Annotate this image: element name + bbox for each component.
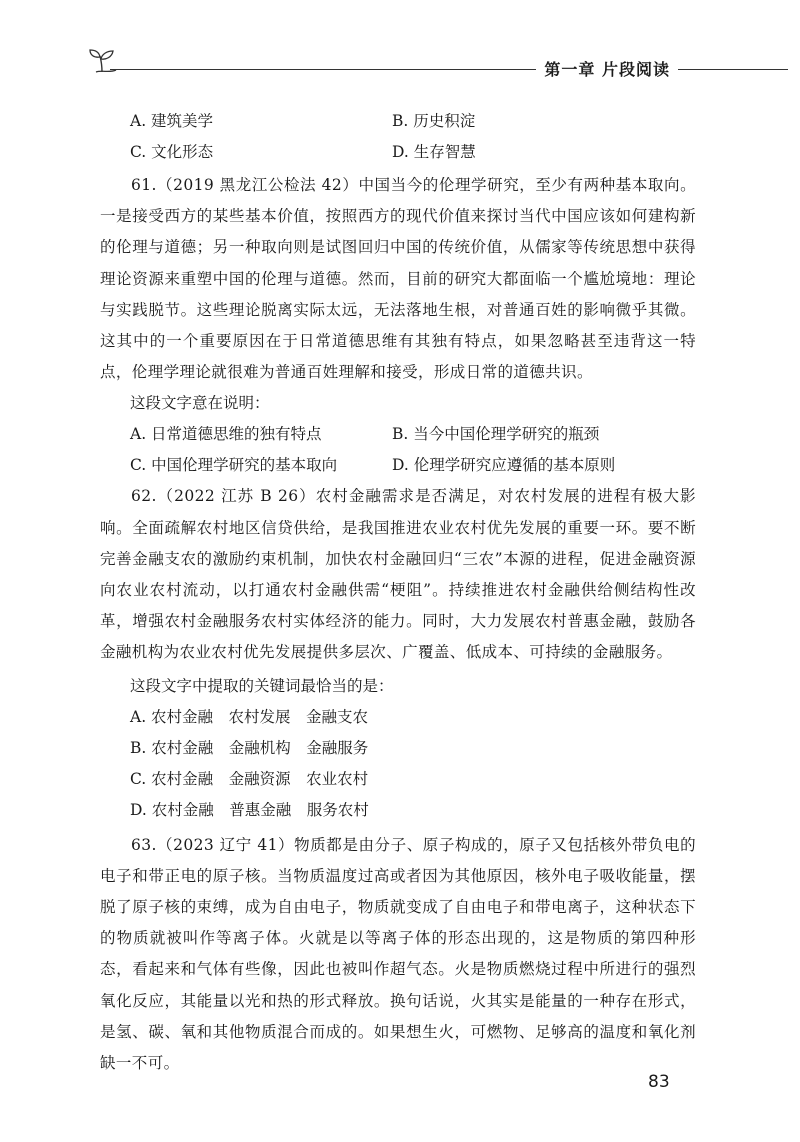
header-rule [110,69,788,70]
option-c: C. 文化形态 [130,143,214,161]
option-b: B. 农村金融 金融机构 金融服务 [130,738,369,757]
q60-options-row-2 [100,137,696,168]
option-d: D. 伦理学研究应遵循的基本原则 [392,456,616,475]
page-header [88,40,788,90]
chapter-title: 第一章 片段阅读 [536,57,678,80]
q61-options-row-1 [100,419,696,450]
option-a: A. 农村金融 农村发展 金融支农 [130,707,369,726]
q62-passage: 62.（2022 江苏 B 26）农村金融需求是否满足，对农村发展的进程有极大影响。全面疏解农村地区信贷供给，是我国推进农业农村优先发展的重要一环。要不断完善金融支农的激励约束机制，加快农村金融回归“三农”本源的进程，促进金融资源向农业农村流动，以打通农村金融供需“梗阻”。持续推进农村金融供给侧结构性改革，增强农村金融服务农村实体经济的能力。同时，大力发展农村普惠金融，鼓励各金融机构为农业农村优先发展提供多层次、广覆盖、低成本、可持续的金融服务。 [100,487,696,662]
option-c: C. 农村金融 金融资源 农业农村 [130,769,369,788]
q63-passage: 63.（2023 辽宁 41）物质都是由分子、原子构成的，原子又包括核外带负电的电子和带正电的原子核。当物质温度过高或者因为其他原因，核外电子吸收能量，摆脱了原子核的束缚，成为自由电子，物质就变成了自由电子和带电离子，这种状态下的物质就被叫作等离子体。火就是以等离子体的形态出现的，这是物质的第四种形态，看起来和气体有些像，因此也被叫作超气态。火是物质燃烧过程中所进行的强烈氧化反应，其能量以光和热的形式释放。换句话说，火其实是能量的一种存在形式，是氢、碳、氧和其他物质混合而成的。如果想生火，可燃物、足够高的温度和氧化剂缺一不可。 [100,835,696,1073]
option-b: B. 历史积淀 [392,112,476,130]
page-content [100,106,696,1079]
q61-prompt: 这段文字意在说明： [130,394,270,413]
option-c: C. 中国伦理学研究的基本取向 [130,456,338,475]
option-d: D. 农村金融 普惠金融 服务农村 [130,800,369,819]
sprout-icon [88,48,118,74]
page-number: 83 [648,1072,670,1092]
option-a: A. 建筑美学 [130,112,214,130]
option-b: B. 当今中国伦理学研究的瓶颈 [392,425,600,444]
q61-options-row-2 [100,450,696,481]
q60-options-row-1 [100,106,696,137]
option-a: A. 日常道德思维的独有特点 [130,425,322,444]
q61-passage: 61.（2019 黑龙江公检法 42）中国当今的伦理学研究，至少有两种基本取向。一是接受西方的某些基本价值，按照西方的现代价值来探讨当代中国应该如何建构新的伦理与道德；另一种取向则是试图回归中国的传统价值，从儒家等传统思想中获得理论资源来重塑中国的伦理与道德。然而，目前的研究大都面临一个尴尬境地：理论与实践脱节。这些理论脱离实际太远，无法落地生根，对普通百姓的影响微乎其微。这其中的一个重要原因在于日常道德思维有其独有特点，如果忽略甚至违背这一特点，伦理学理论就很难为普通百姓理解和接受，形成日常的道德共识。 [100,176,696,382]
option-d: D. 生存智慧 [392,143,476,161]
q62-prompt: 这段文字中提取的关键词最恰当的是： [130,676,394,695]
